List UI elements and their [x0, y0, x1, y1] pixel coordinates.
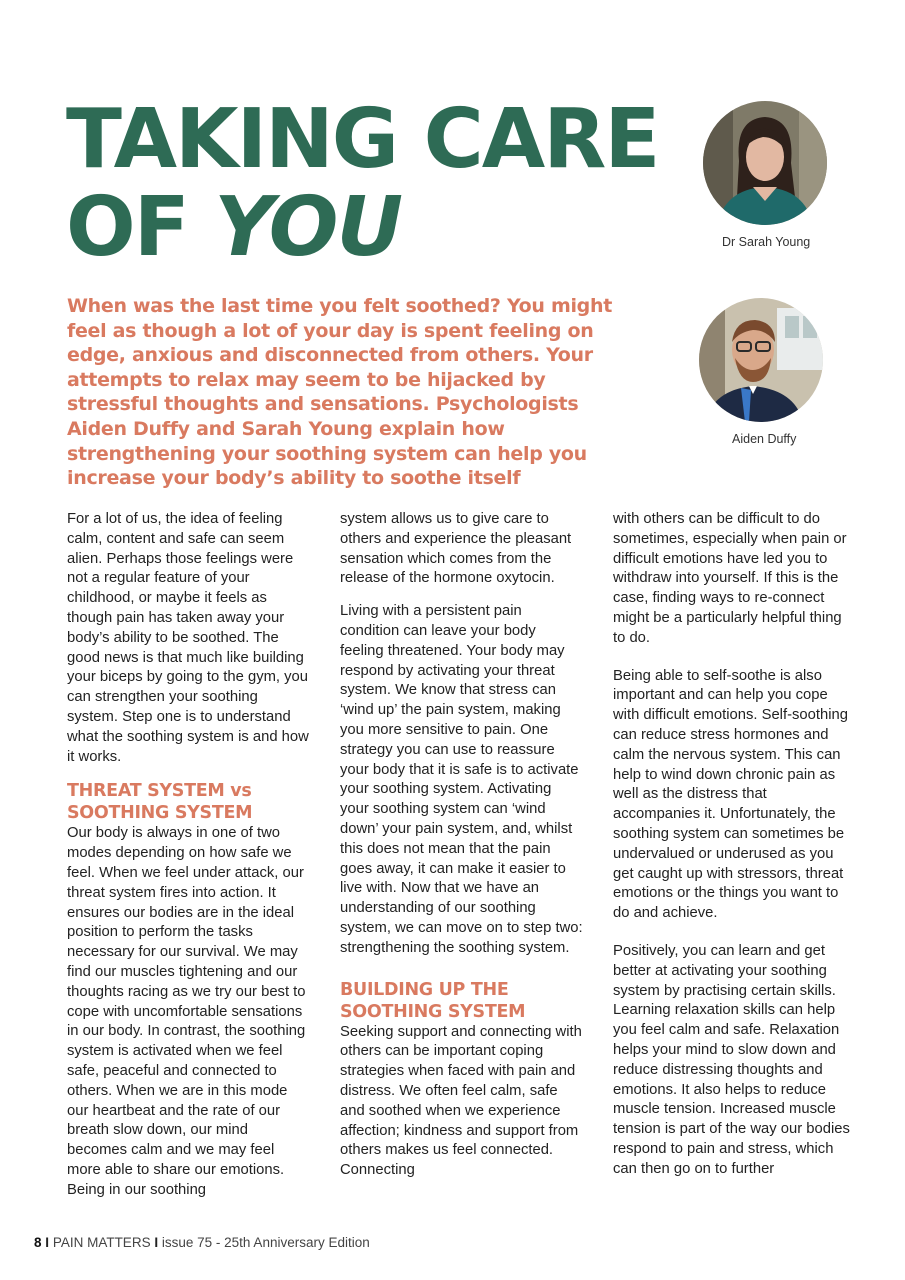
issue-label: issue 75 - 25th Anniversary Edition	[161, 1235, 370, 1250]
author-caption-aiden-duffy: Aiden Duffy	[732, 432, 797, 446]
standfirst: When was the last time you felt soothed? You might feel as though a lot of your day is spent feeling on edge, anxious and disconnected from others. Your attempts to relax may seem to be hijacked by stressful thoughts and sensations. Psychologists Aiden Duffy and Sarah Young explain how strengthening your soothing system can help you increase your body’s ability to soothe itself	[67, 295, 612, 490]
section-heading-building-up	[340, 979, 583, 1023]
magazine-name: PAIN MATTERS	[52, 1235, 151, 1250]
heading-line: SOOTHING SYSTEM	[67, 803, 253, 824]
paragraph: Our body is always in one of two modes depending on how safe we feel. When we feel under attack, our threat system fires into action. It ensures our bodies are in the ideal position to perform the tasks necessary for our survival. We may find our muscles tightening and our thoughts racing as we try our best to cope with uncomfortable sensations in our body. In contrast, the soothing system is activated when we feel safe, peaceful and connected to others. When we are in this mode our heartbeat and the rate of our breath slow down, our mind becomes calm and we may feel more able to share our emotions. Being in our soothing	[67, 825, 306, 1198]
author-photo-sarah-young	[703, 101, 827, 225]
paragraph: Seeking support and connecting with others can be important coping strategies when faced with pain and distress. We often feel calm, safe and soothed when we experience affection; kindness and support from others makes us feel connected. Connecting	[340, 1023, 582, 1179]
paragraph: For a lot of us, the idea of feeling calm, content and safe can seem alien. Perhaps those feelings were not a regular feature of your childhood, or maybe it feels as though pain has taken away your body’s ability to be soothed. The good news is that much like building your biceps by going to the gym, you can strengthen your soothing system. Step one is to understand what the soothing system is and how it works.	[67, 511, 309, 765]
paragraph: Positively, you can learn and get better at activating your soothing system by practising certain skills. Learning relaxation skills can help you feel calm and safe. Relaxation helps your mind to slow down and reduce distressing thoughts and emotions. It also helps to reduce muscle tension. Increased muscle tension is part of the way our bodies respond to pain and stress, which can then go on to further	[613, 942, 850, 1177]
paragraph: with others can be difficult to do sometimes, especially when pain or difficult emotions have led you to withdraw into yourself. If this is the case, finding ways to re-connect might be a particularly helpful thing to do.	[613, 511, 847, 646]
footer-separator: I	[45, 1235, 50, 1250]
paragraph: system allows us to give care to others and experience the pleasant sensation which comes from the release of the hormone oxytocin.	[340, 511, 572, 587]
title-line-1: TAKING CARE	[66, 92, 659, 187]
heading-line: THREAT SYSTEM vs	[67, 781, 252, 802]
page-number: 8	[34, 1235, 42, 1250]
heading-line: BUILDING UP THE	[340, 979, 509, 1000]
article-column-3	[613, 510, 856, 1193]
article-column-2	[340, 510, 583, 1194]
section-heading-threat-vs-soothing	[67, 780, 310, 824]
title-line-2	[66, 180, 658, 275]
page-title	[66, 92, 659, 275]
author-caption-sarah-young: Dr Sarah Young	[722, 235, 811, 249]
footer-separator: I	[154, 1235, 159, 1250]
man-portrait	[699, 298, 823, 422]
page-footer	[34, 1235, 370, 1250]
title-plain-text: OF	[66, 180, 215, 275]
title-emphasis: YOU	[214, 180, 402, 275]
article-column-1	[67, 510, 310, 1214]
paragraph: Being able to self-soothe is also important and can help you cope with difficult emotions. Self-soothing can reduce stress hormones and calm the nervous system. This can help to wind down chronic pain as well as the distress that accompanies it. Unfortunately, the soothing system can sometimes be undervalued or underused as you get caught up with stressors, threat emotions or the things you want to do and achieve.	[613, 667, 848, 922]
woman-portrait	[703, 101, 827, 225]
paragraph: Living with a persistent pain condition can leave your body feeling threatened. Your body may respond by activating your threat system. We know that stress can ‘wind up’ the pain system, making you more sensitive to pain. One strategy you can use to reassure your body that it is safe is to activate your soothing system. Activating your soothing system can ‘wind down’ your pain system, and, whilst this does not mean that the pain goes away, it can make it easier to live with. Now that we have an understanding of our soothing system, we can move on to step two: strengthening the soothing system.	[340, 603, 583, 956]
heading-line: SOOTHING SYSTEM	[340, 1001, 526, 1022]
author-photo-aiden-duffy	[699, 298, 823, 422]
